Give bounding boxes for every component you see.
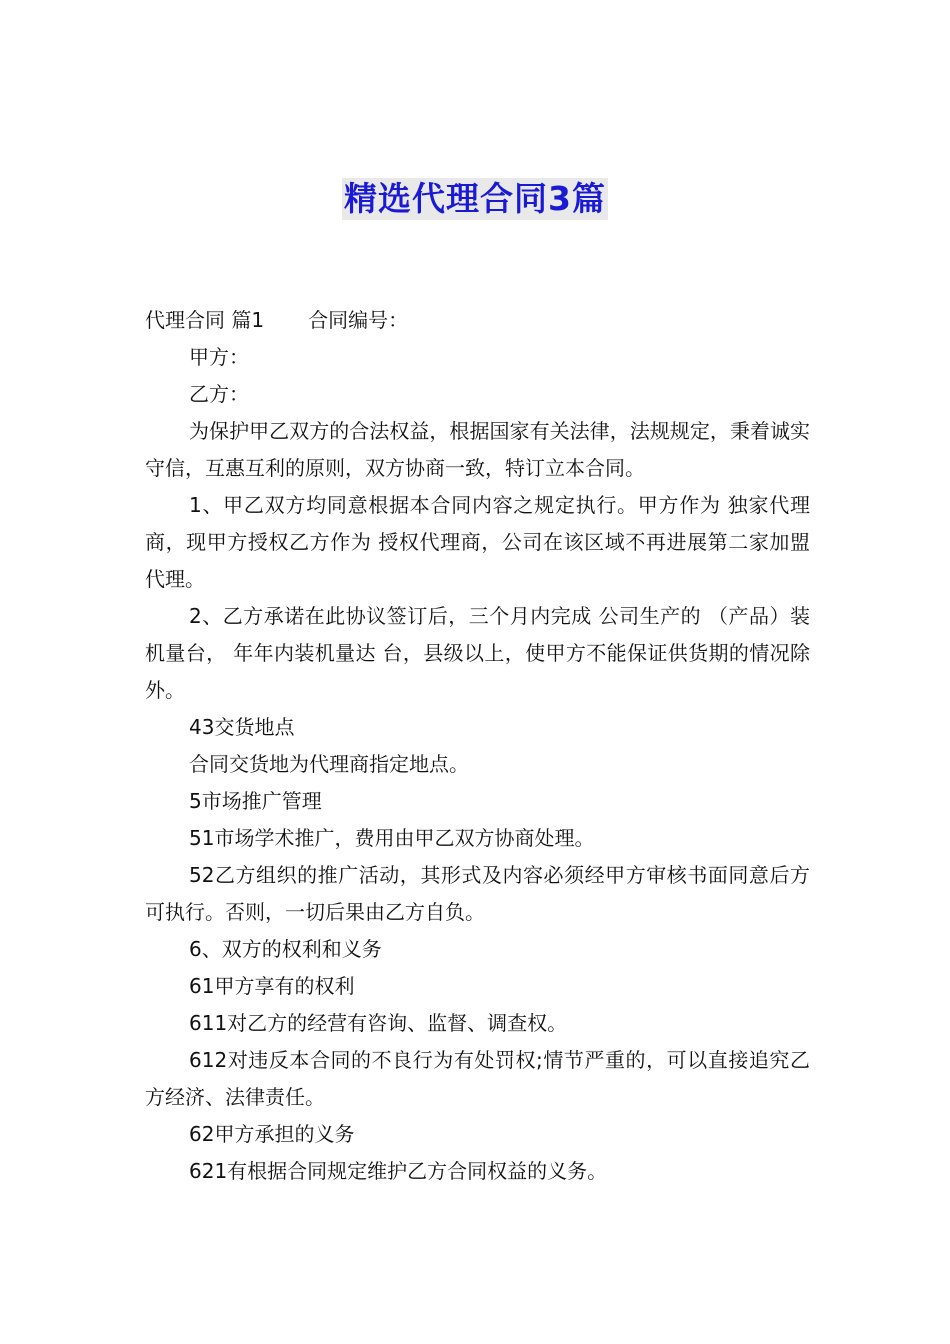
paragraph-party-b: 乙方： [189, 382, 249, 406]
contract-header-line [145, 302, 810, 339]
contract-section-label: 代理合同 篇1 [145, 308, 265, 332]
document-title: 精选代理合同3篇 [344, 179, 606, 218]
paragraph-clause-612: 612对违反本合同的不良行为有处罚权;情节严重的，可以直接追究乙方经济、法律责任。 [145, 1048, 810, 1109]
paragraph-clause-62: 62甲方承担的义务 [189, 1122, 355, 1146]
title-container [0, 178, 950, 220]
paragraph-clause-2: 2、乙方承诺在此协议签订后，三个月内完成 公司生产的 （产品）装机量台， 年年内装机量达 台，县级以上，使甲方不能保证供货期的情况除外。 [145, 604, 810, 702]
paragraph-preamble: 为保护甲乙双方的合法权益，根据国家有关法律，法规规定，秉着诚实守信，互惠互利的原则，双方协商一致，特订立本合同。 [145, 419, 810, 480]
paragraph-clause-5: 5市场推广管理 [189, 789, 322, 813]
contract-number-label: 合同编号： [308, 308, 409, 332]
paragraph-delivery: 合同交货地为代理商指定地点。 [189, 752, 469, 776]
paragraph-clause-52: 52乙方组织的推广活动，其形式及内容必须经甲方审核书面同意后方可执行。否则，一切后果由乙方自负。 [145, 863, 810, 924]
paragraph-clause-51: 51市场学术推广，费用由甲乙双方协商处理。 [189, 826, 595, 850]
document-body [145, 302, 810, 1190]
paragraph-clause-43: 43交货地点 [189, 715, 295, 739]
paragraph-party-a: 甲方： [189, 345, 249, 369]
paragraph-clause-621: 621有根据合同规定维护乙方合同权益的义务。 [189, 1159, 608, 1183]
paragraph-clause-61: 61甲方享有的权利 [189, 974, 355, 998]
paragraph-clause-1: 1、甲乙双方均同意根据本合同内容之规定执行。甲方作为 独家代理商，现甲方授权乙方作为 授权代理商，公司在该区域不再进展第二家加盟代理。 [145, 493, 810, 591]
paragraph-clause-6: 6、双方的权利和义务 [189, 937, 382, 961]
paragraph-clause-611: 611对乙方的经营有咨询、监督、调查权。 [189, 1011, 568, 1035]
